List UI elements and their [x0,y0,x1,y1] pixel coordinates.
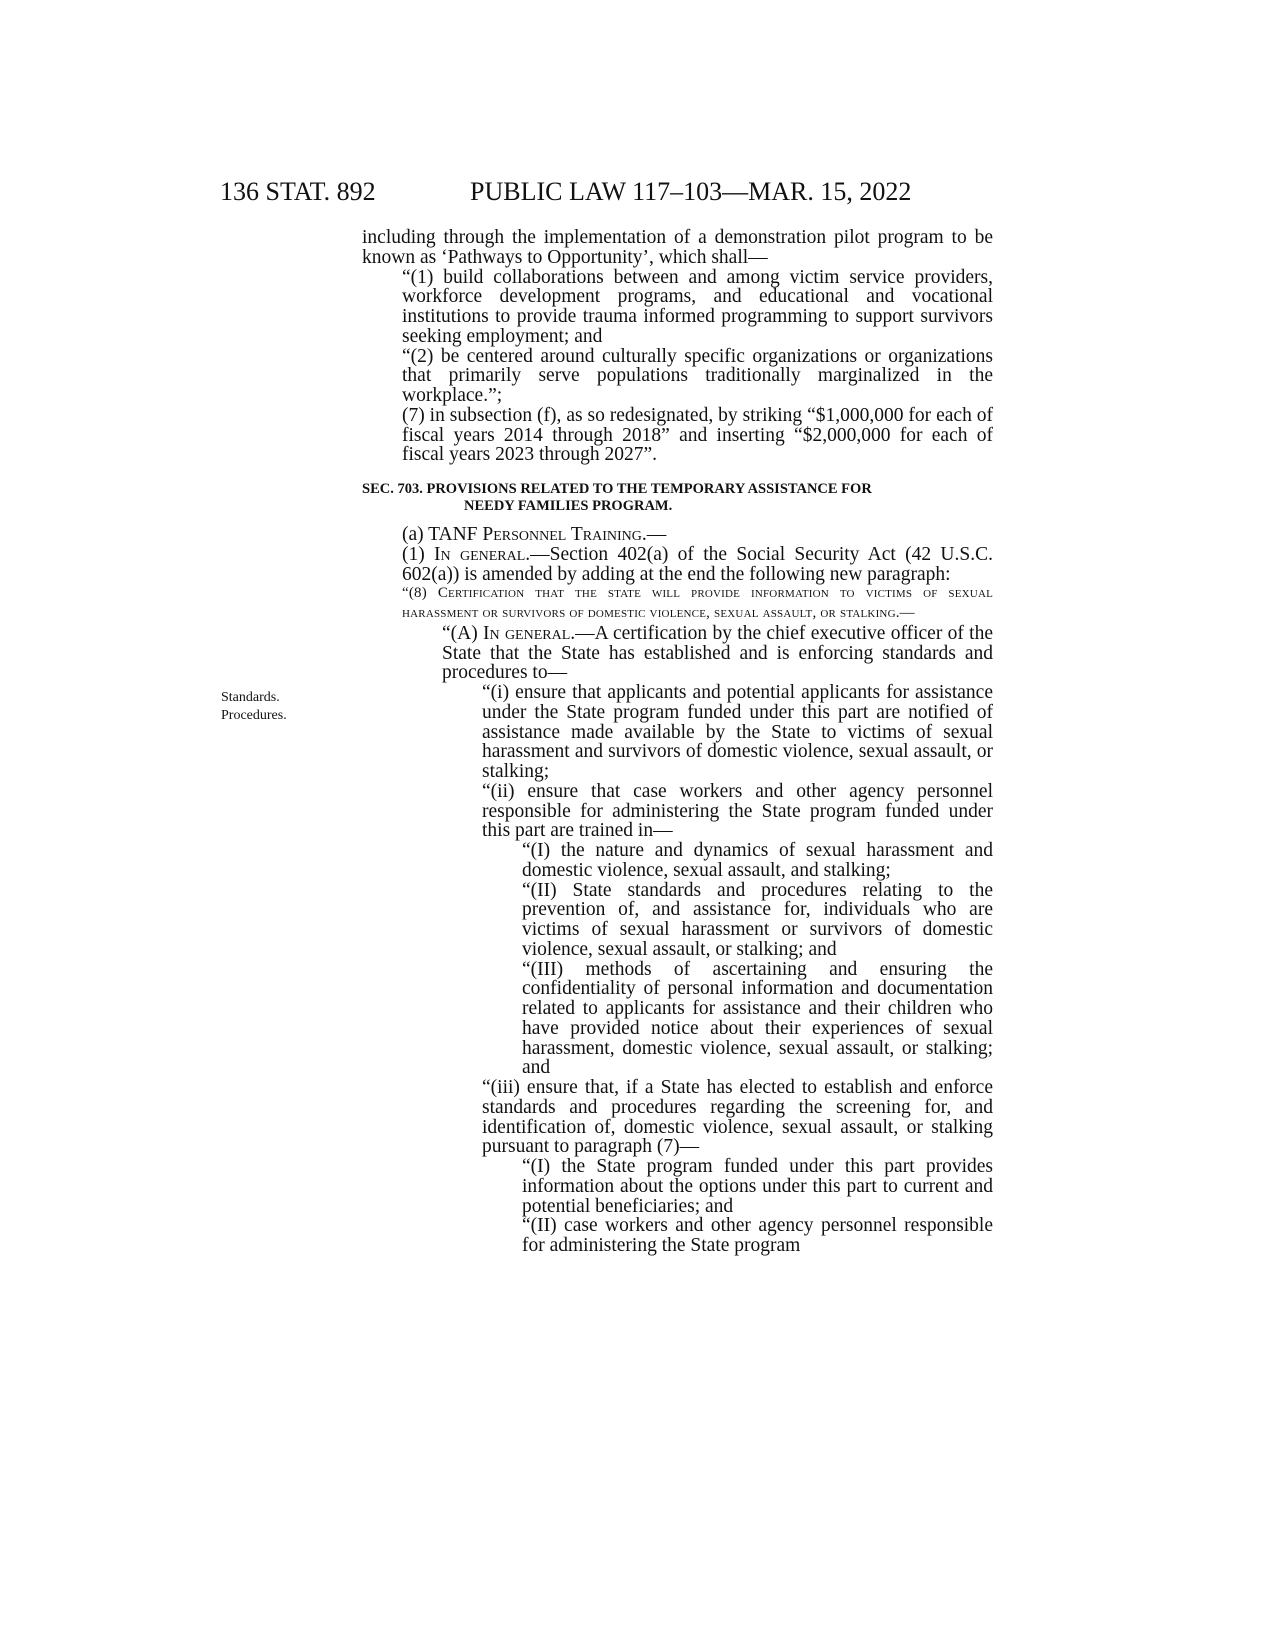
paragraph-pathways-2: “(2) be centered around culturally specific organizations or organizations that primarily serve populations traditionally marginalized in the workplace.”; [402,345,993,406]
paragraph-a-1-prefix: (1) I [402,543,441,565]
subparagraph-A-text: .—A certification by the chief executive officer of the State that the State has established and is enforcing standards and procedures to— [442,622,994,684]
subparagraph-A-prefix: “(A) I [442,622,490,644]
paragraph-8-title: ertification that the state will provide information to victims of sexual harassment or survivors of domestic violence, sexual assault, or stalking [402,585,994,621]
clause-i: “(i) ensure that applicants and potential applicants for assistance under the State program funded under this part are notified of assistance made available by the State to victims of sexual harassment and survivors of domestic violence, sexual assault, or stalking; [482,682,993,782]
section-heading [362,481,993,515]
subclause-iii-I: “(I) the State program funded under this part provides information about the options under this part to current and potential beneficiaries; and [522,1156,993,1217]
margin-note-standards: Standards. [221,690,280,705]
subsection-a-title: Personnel Training [482,524,642,545]
paragraph-a-1-title: n general [440,543,526,565]
subsection-a-suffix: .— [641,524,667,545]
statute-body [362,228,993,1256]
paragraph-a-1 [362,545,993,585]
page-header [220,176,995,216]
paragraph-pathways-1: “(1) build collaborations between and among victim service providers, workforce development programs, and educational and vocational institutions to provide trauma informed programming to support survivors seeking employment; and [402,266,993,347]
clause-iii: “(iii) ensure that, if a State has elected to establish and enforce standards and procedures regarding the screening for, and identification of, domestic violence, sexual assault, or stalking pursuant to paragraph (7)— [482,1077,993,1158]
subparagraph-A-title: n general [489,622,571,644]
statute-page-number: 136 STAT. 892 [220,177,376,206]
subclause-ii-I: “(I) the nature and dynamics of sexual harassment and domestic violence, sexual assault, and stalking; [522,840,993,881]
subclause-ii-III: “(III) methods of ascertaining and ensuring the confidentiality of personal information and documentation related to applicants for assistance and their children who have provided notice about their experiences of sexual harassment, domestic violence, sexual assault, or stalking; and [522,958,993,1079]
subclause-ii-II: “(II) State standards and procedures relating to the prevention of, and assistance for, individuals who are victims of sexual harassment or survivors of domestic violence, sexual assault, or stalking; and [522,879,993,960]
section-heading-line2: NEEDY FAMILIES PROGRAM. [464,498,673,514]
subparagraph-A [362,624,993,683]
paragraph-8-heading [362,584,993,624]
paragraph-a-1-text: .—Section 402(a) of the Social Security Act (42 U.S.C. 602(a)) is amended by adding at the end the following new paragraph: [402,543,993,585]
public-law-citation: PUBLIC LAW 117–103—MAR. 15, 2022 [470,177,912,206]
paragraph-7-striking: (7) in subsection (f), as so redesignated, by striking “$1,000,000 for each of fiscal years 2014 through 2018” and inserting “$2,000,000 for each of fiscal years 2023 through 2027”. [402,404,993,466]
margin-note [221,689,331,725]
section-heading-line1: SEC. 703. PROVISIONS RELATED TO THE TEMPORARY ASSISTANCE FOR [362,481,872,497]
paragraph-8-suffix: .— [895,605,915,621]
paragraph-8-prefix: “(8) C [402,585,449,602]
subsection-a-prefix: (a) TANF [402,524,483,545]
subclause-iii-II: “(II) case workers and other agency personnel responsible for administering the State program [522,1215,993,1256]
margin-note-procedures: Procedures. [221,708,287,723]
subsection-a-heading [362,525,993,545]
paragraph-pathways-intro: including through the implementation of a demonstration pilot program to be known as ‘Pathways to Opportunity’, which shall— [362,227,993,268]
clause-ii: “(ii) ensure that case workers and other agency personnel responsible for administering the State program funded under this part are trained in— [482,780,993,842]
